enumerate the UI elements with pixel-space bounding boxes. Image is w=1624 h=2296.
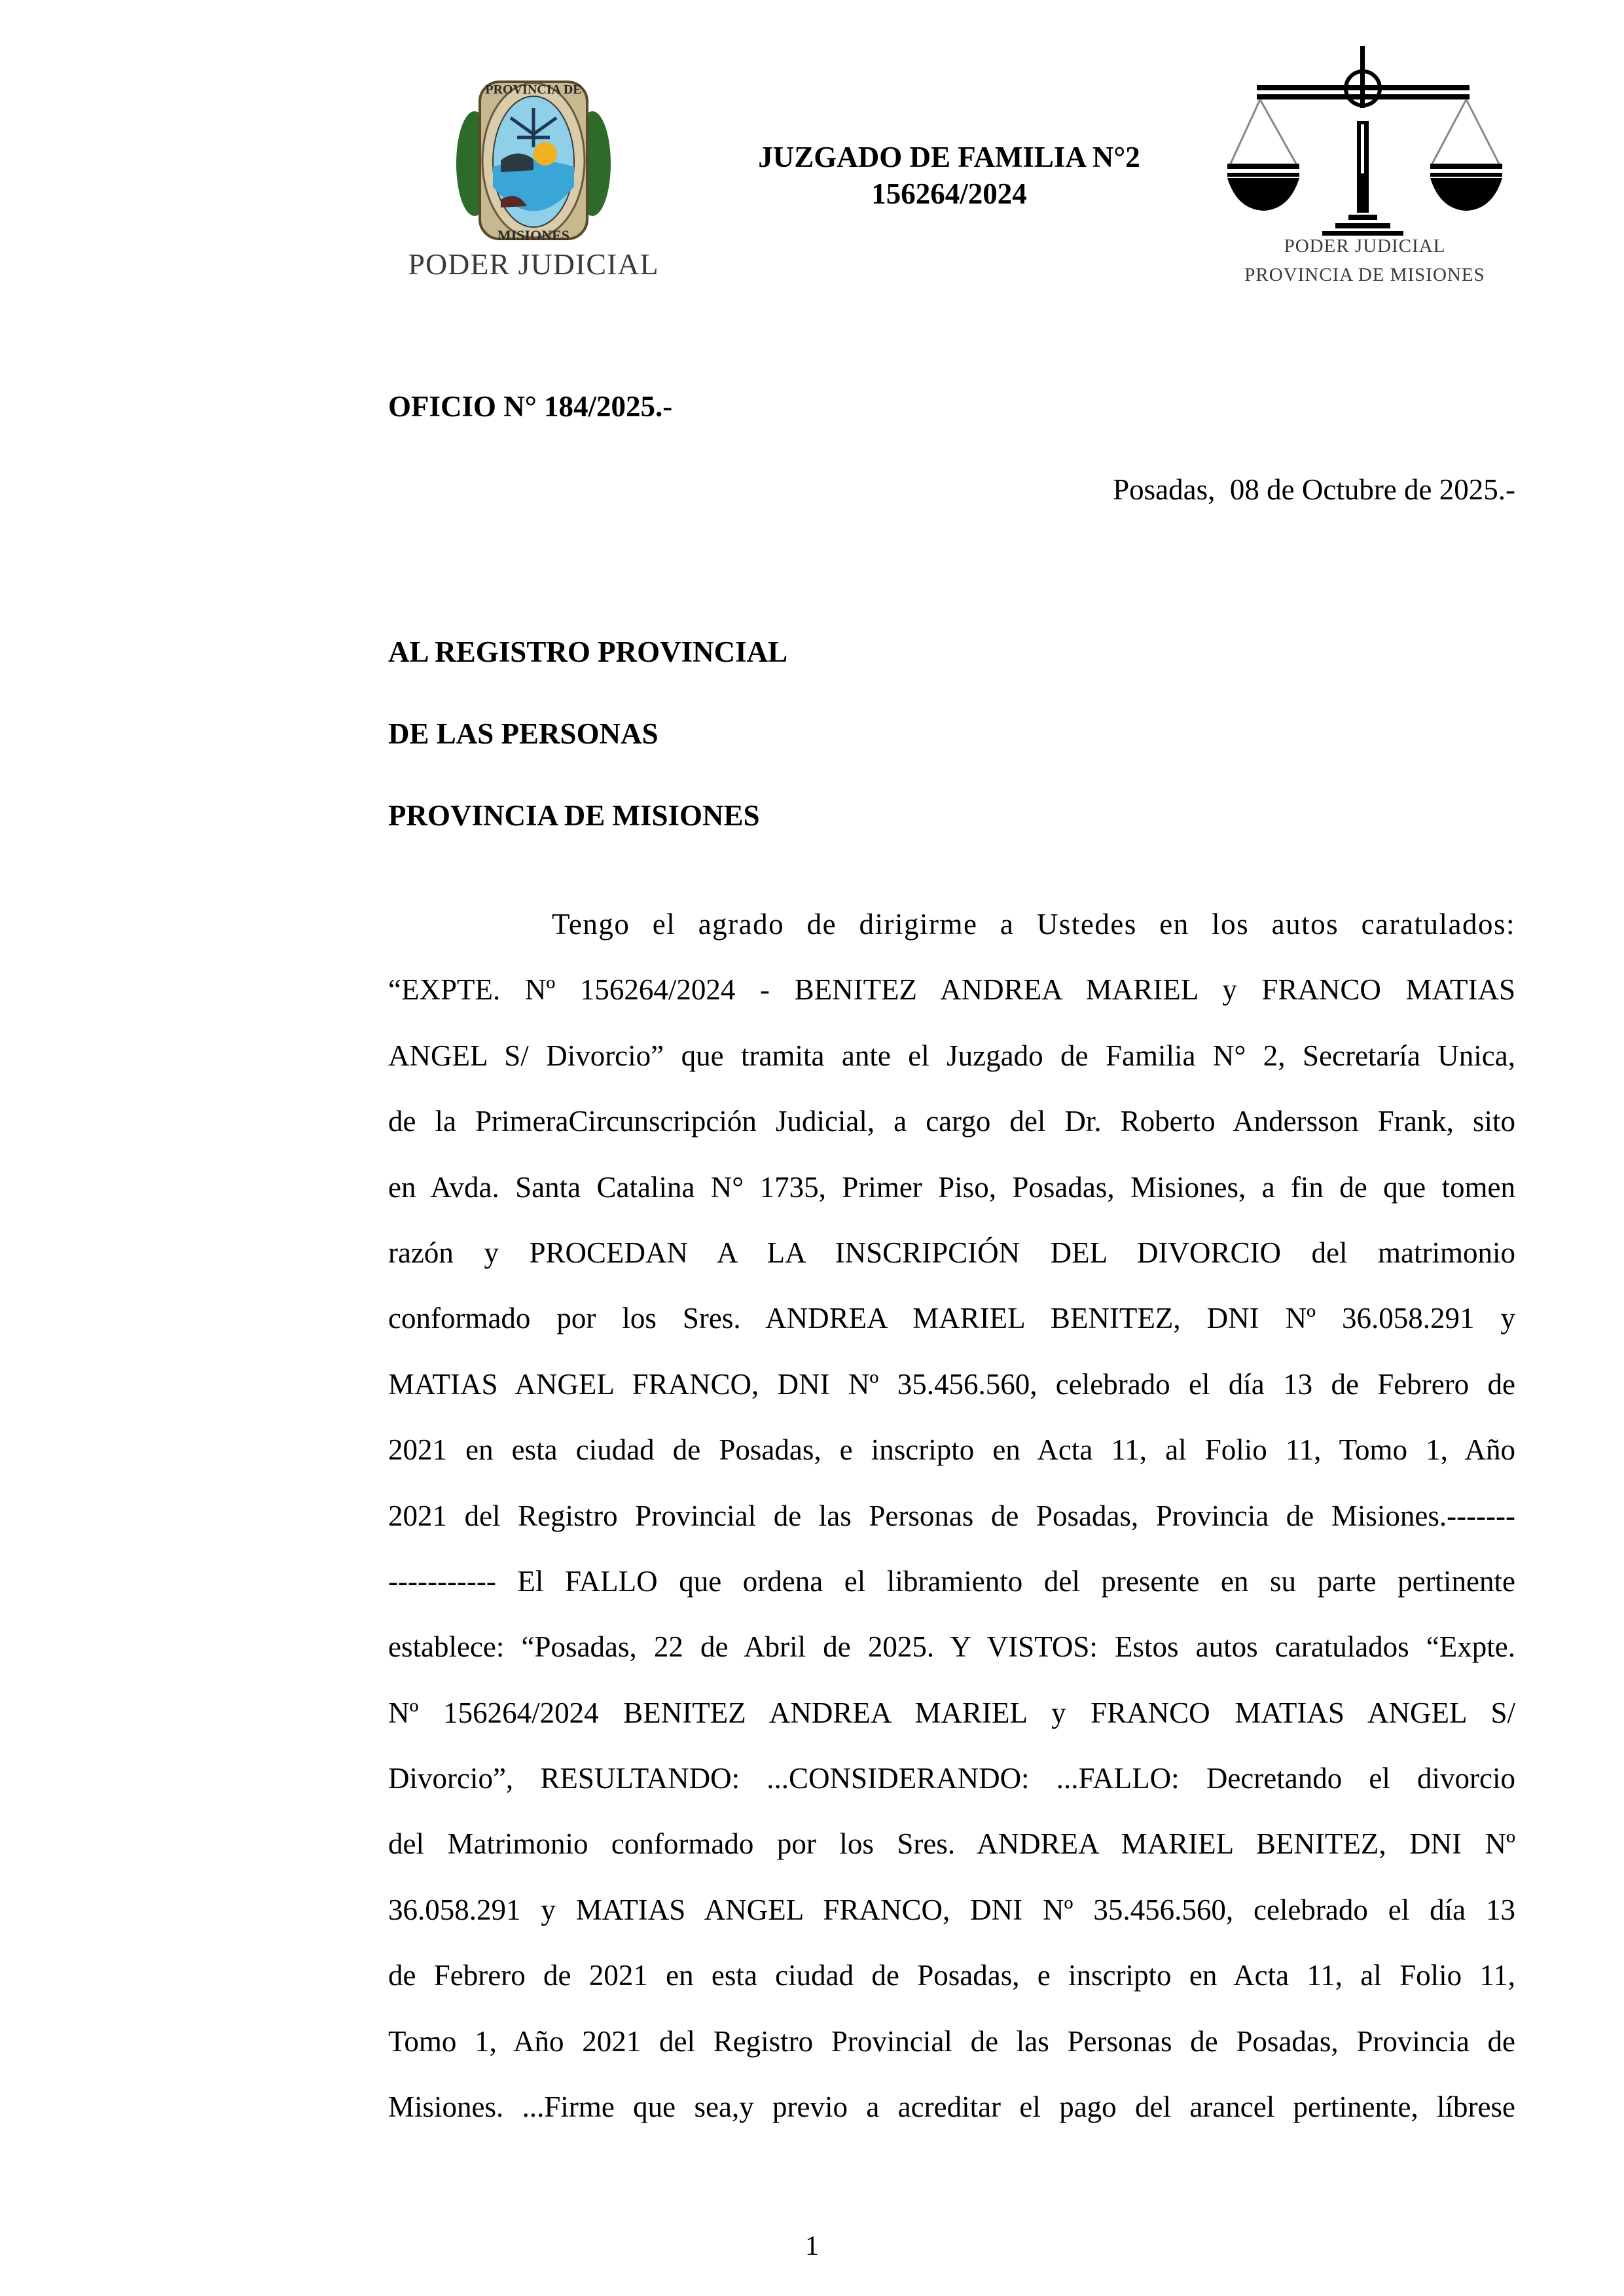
body-line: “EXPTE. Nº 156264/2024 - BENITEZ ANDREA MARIEL y FRANCO MATIAS <box>388 973 1515 1007</box>
scales-of-justice-icon <box>1224 39 1506 236</box>
document-body <box>388 891 1515 2140</box>
oficio-number: OFICIO N° 184/2025.- <box>388 390 673 423</box>
right-logo-caption-line1: PODER JUDICIAL <box>1284 236 1446 257</box>
body-line: Tengo el agrado de dirigirme a Ustedes en los autos caratulados: <box>552 908 1515 941</box>
poder-judicial-coat-of-arms-logo <box>403 56 664 291</box>
body-line: conformado por los Sres. ANDREA MARIEL BENITEZ, DNI Nº 36.058.291 y <box>388 1302 1515 1335</box>
page-number: 1 <box>805 2231 819 2261</box>
addressee-line-2: DE LAS PERSONAS <box>388 717 659 750</box>
arc-top-text: PROVINCIA DE <box>485 82 582 97</box>
left-logo-caption: PODER JUDICIAL <box>408 247 659 281</box>
body-line: ----------- El FALLO que ordena el libramiento del presente en su parte pertinente <box>388 1564 1515 1598</box>
body-line: Nº 156264/2024 BENITEZ ANDREA MARIEL y FRANCO MATIAS ANGEL S/ <box>388 1696 1515 1729</box>
body-line: establece: “Posadas, 22 de Abril de 2025. Y VISTOS: Estos autos caratulados “Expte. <box>388 1630 1515 1664</box>
document-date: Posadas, 08 de Octubre de 2025.- <box>1113 473 1515 506</box>
body-line: 2021 del Registro Provincial de las Personas de Posadas, Provincia de Misiones.------- <box>388 1499 1515 1532</box>
right-logo-caption-line2: PROVINCIA DE MISIONES <box>1244 264 1485 285</box>
addressee-line-3: PROVINCIA DE MISIONES <box>388 799 760 832</box>
addressee-line-1: AL REGISTRO PROVINCIAL <box>388 636 788 668</box>
body-line: 36.058.291 y MATIAS ANGEL FRANCO, DNI Nº 35.456.560, celebrado el día 13 <box>388 1893 1515 1926</box>
body-line: 2021 en esta ciudad de Posadas, e inscripto en Acta 11, al Folio 11, Tomo 1, Año <box>388 1433 1515 1467</box>
body-line: razón y PROCEDAN A LA INSCRIPCIÓN DEL DIVORCIO del matrimonio <box>388 1236 1515 1269</box>
case-number: 156264/2024 <box>871 177 1027 210</box>
body-line: del Matrimonio conformado por los Sres. ANDREA MARIEL BENITEZ, DNI Nº <box>388 1827 1515 1861</box>
court-name: JUZGADO DE FAMILIA N°2 <box>758 141 1140 173</box>
body-line: Misiones. ...Firme que sea,y previo a acreditar el pago del arancel pertinente, líbrese <box>388 2090 1515 2124</box>
body-line: de Febrero de 2021 en esta ciudad de Posadas, e inscripto en Acta 11, al Folio 11, <box>388 1959 1515 1992</box>
body-line: Divorcio”, RESULTANDO: ...CONSIDERANDO: ...FALLO: Decretando el divorcio <box>388 1762 1515 1795</box>
body-line: de la PrimeraCircunscripción Judicial, a cargo del Dr. Roberto Andersson Frank, sito <box>388 1105 1515 1138</box>
body-line: MATIAS ANGEL FRANCO, DNI Nº 35.456.560, celebrado el día 13 de Febrero de <box>388 1367 1515 1401</box>
body-line: Tomo 1, Año 2021 del Registro Provincial de las Personas de Posadas, Provincia de <box>388 2024 1515 2058</box>
arc-bottom-text: MISIONES <box>497 227 570 243</box>
body-line: ANGEL S/ Divorcio” que tramita ante el Juzgado de Familia N° 2, Secretaría Unica, <box>388 1039 1515 1072</box>
body-line: en Avda. Santa Catalina N° 1735, Primer Piso, Posadas, Misiones, a fin de que tomen <box>388 1170 1515 1204</box>
document-header <box>687 139 1211 212</box>
poder-judicial-scales-logo <box>1224 39 1506 288</box>
provincia-de-misiones-coat-of-arms-icon <box>403 56 664 245</box>
